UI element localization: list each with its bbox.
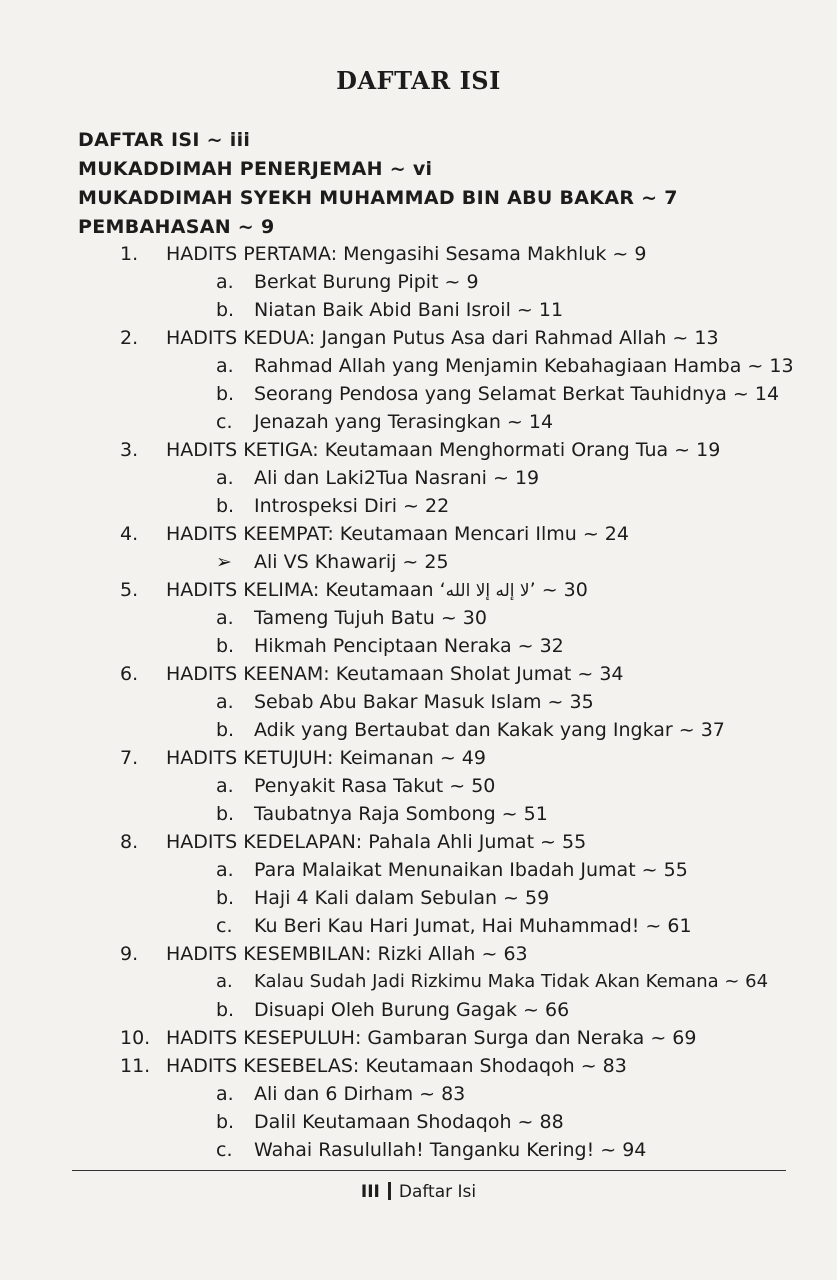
entry-number: b. xyxy=(216,999,235,1021)
entry-text: HADITS KEEMPAT: Keutamaan Mencari Ilmu ~ 24 xyxy=(166,523,629,545)
toc-sub-entry xyxy=(216,1108,564,1136)
entry-number: 1. xyxy=(120,243,139,265)
entry-number: b. xyxy=(216,803,235,825)
entry-text: Adik yang Bertaubat dan Kakak yang Ingkar ~ 37 xyxy=(254,719,725,741)
toc-chapter-entry xyxy=(120,828,586,856)
arabic-phrase: لا إله إلا الله xyxy=(445,581,530,601)
entry-number: b. xyxy=(216,1111,235,1133)
entry-number: a. xyxy=(216,775,234,797)
toc-sub-entry xyxy=(216,548,449,576)
entry-number: c. xyxy=(216,1139,233,1161)
entry-text: Wahai Rasulullah! Tanganku Kering! ~ 94 xyxy=(254,1139,647,1161)
entry-number: b. xyxy=(216,495,235,517)
toc-sub-entry xyxy=(216,800,548,828)
entry-number: b. xyxy=(216,635,235,657)
toc-chapter-entry xyxy=(120,1052,627,1080)
entry-text: Niatan Baik Abid Bani Isroil ~ 11 xyxy=(254,299,564,321)
entry-number: 8. xyxy=(120,831,139,853)
entry-number: 9. xyxy=(120,943,139,965)
entry-number: a. xyxy=(216,859,234,881)
footer-separator xyxy=(388,1182,391,1200)
entry-number: a. xyxy=(216,607,234,629)
entry-number: a. xyxy=(216,1083,234,1105)
entry-number: 6. xyxy=(120,663,139,685)
entry-text: Ku Beri Kau Hari Jumat, Hai Muhammad! ~ 61 xyxy=(254,915,692,937)
entry-text: HADITS KESEMBILAN: Rizki Allah ~ 63 xyxy=(166,943,528,965)
entry-number: a. xyxy=(216,971,233,992)
toc-sub-entry xyxy=(216,632,564,660)
entry-text-suffix: ’ ~ 30 xyxy=(529,579,588,601)
toc-sub-entry xyxy=(216,604,487,632)
entry-text: Jenazah yang Terasingkan ~ 14 xyxy=(254,411,554,433)
entry-text: Ali VS Khawarij ~ 25 xyxy=(254,551,449,573)
entry-text: Tameng Tujuh Batu ~ 30 xyxy=(254,607,487,629)
toc-sub-entry xyxy=(216,772,495,800)
toc-sub-entry xyxy=(216,296,563,324)
entry-text: HADITS KEDUA: Jangan Putus Asa dari Rahmad Allah ~ 13 xyxy=(166,327,719,349)
toc-sub-entry xyxy=(216,352,794,380)
toc-sub-entry xyxy=(216,408,553,436)
entry-number: b. xyxy=(216,719,235,741)
toc-chapter-entry xyxy=(120,744,486,772)
toc-sub-entry xyxy=(216,464,539,492)
entry-number: b. xyxy=(216,299,235,321)
entry-number: 7. xyxy=(120,747,139,769)
toc-chapter-entry xyxy=(120,940,528,968)
entry-number: c. xyxy=(216,915,233,937)
arrow-bullet-icon: ➢ xyxy=(216,551,232,573)
toc-chapter-entry xyxy=(120,1024,696,1052)
entry-number: a. xyxy=(216,271,234,293)
entry-text: Kalau Sudah Jadi Rizkimu Maka Tidak Akan Kemana ~ 64 xyxy=(254,971,769,992)
entry-text: Sebab Abu Bakar Masuk Islam ~ 35 xyxy=(254,691,594,713)
entry-text: Para Malaikat Menunaikan Ibadah Jumat ~ 55 xyxy=(254,859,688,881)
entry-number: 5. xyxy=(120,579,139,601)
entry-text: HADITS KETUJUH: Keimanan ~ 49 xyxy=(166,747,486,769)
toc-chapter-entry xyxy=(120,240,646,268)
entry-number: b. xyxy=(216,383,235,405)
entry-number: a. xyxy=(216,691,234,713)
entry-number: 4. xyxy=(120,523,139,545)
toc-top-entry: MUKADDIMAH SYEKH MUHAMMAD BIN ABU BAKAR ~ 7 xyxy=(78,187,678,209)
entry-text: Seorang Pendosa yang Selamat Berkat Tauhidnya ~ 14 xyxy=(254,383,780,405)
toc-sub-entry xyxy=(216,856,688,884)
entry-text: Taubatnya Raja Sombong ~ 51 xyxy=(254,803,548,825)
toc-top-entry: DAFTAR ISI ~ iii xyxy=(78,129,251,151)
toc-chapter-entry xyxy=(120,436,720,464)
entry-text: Disuapi Oleh Burung Gagak ~ 66 xyxy=(254,999,570,1021)
entry-text: Rahmad Allah yang Menjamin Kebahagiaan Hamba ~ 13 xyxy=(254,355,794,377)
entry-number: b. xyxy=(216,887,235,909)
entry-text: HADITS KETIGA: Keutamaan Menghormati Orang Tua ~ 19 xyxy=(166,439,721,461)
toc-sub-entry xyxy=(216,716,725,744)
toc-top-entry: MUKADDIMAH PENERJEMAH ~ vi xyxy=(78,158,433,180)
toc-sub-entry xyxy=(216,688,594,716)
entry-text: Ali dan Laki2Tua Nasrani ~ 19 xyxy=(254,467,540,489)
toc-sub-entry xyxy=(216,968,768,996)
entry-number: 3. xyxy=(120,439,139,461)
entry-number: 2. xyxy=(120,327,139,349)
toc-chapter-entry xyxy=(120,324,719,352)
toc-sub-entry xyxy=(216,996,569,1024)
footer-section: Daftar Isi xyxy=(398,1182,477,1202)
entry-number: 10. xyxy=(120,1027,151,1049)
toc-sub-entry xyxy=(216,1136,646,1164)
toc-sub-entry xyxy=(216,492,449,520)
toc-chapter-entry xyxy=(120,576,588,604)
entry-text: Berkat Burung Pipit ~ 9 xyxy=(254,271,479,293)
toc-sub-entry xyxy=(216,1080,465,1108)
toc-sub-entry xyxy=(216,380,779,408)
entry-text: Dalil Keutamaan Shodaqoh ~ 88 xyxy=(254,1111,564,1133)
toc-top-entry: PEMBAHASAN ~ 9 xyxy=(78,216,275,238)
entry-text: HADITS KEDELAPAN: Pahala Ahli Jumat ~ 55 xyxy=(166,831,587,853)
entry-text: HADITS KELIMA: Keutamaan ‘ xyxy=(166,579,446,601)
toc-chapter-entry xyxy=(120,520,629,548)
entry-text: Introspeksi Diri ~ 22 xyxy=(254,495,450,517)
entry-text: HADITS KEENAM: Keutamaan Sholat Jumat ~ 34 xyxy=(166,663,624,685)
entry-number: a. xyxy=(216,467,234,489)
toc-sub-entry xyxy=(216,884,549,912)
page-title: DAFTAR ISI xyxy=(336,66,501,95)
toc-chapter-entry xyxy=(120,660,624,688)
entry-text: Ali dan 6 Dirham ~ 83 xyxy=(254,1083,466,1105)
page-number: III xyxy=(360,1182,380,1202)
entry-number: 11. xyxy=(120,1055,151,1077)
page-footer xyxy=(0,1182,837,1202)
entry-text: HADITS KESEBELAS: Keutamaan Shodaqoh ~ 83 xyxy=(166,1055,627,1077)
entry-text: HADITS PERTAMA: Mengasihi Sesama Makhluk ~ 9 xyxy=(166,243,647,265)
entry-text: HADITS KESEPULUH: Gambaran Surga dan Neraka ~ 69 xyxy=(166,1027,697,1049)
entry-number: c. xyxy=(216,411,233,433)
toc-sub-entry xyxy=(216,912,692,940)
toc-sub-entry xyxy=(216,268,479,296)
entry-text: Hikmah Penciptaan Neraka ~ 32 xyxy=(254,635,564,657)
footer-divider xyxy=(72,1170,786,1171)
entry-number: a. xyxy=(216,355,234,377)
entry-text: Penyakit Rasa Takut ~ 50 xyxy=(254,775,496,797)
entry-text: Haji 4 Kali dalam Sebulan ~ 59 xyxy=(254,887,550,909)
